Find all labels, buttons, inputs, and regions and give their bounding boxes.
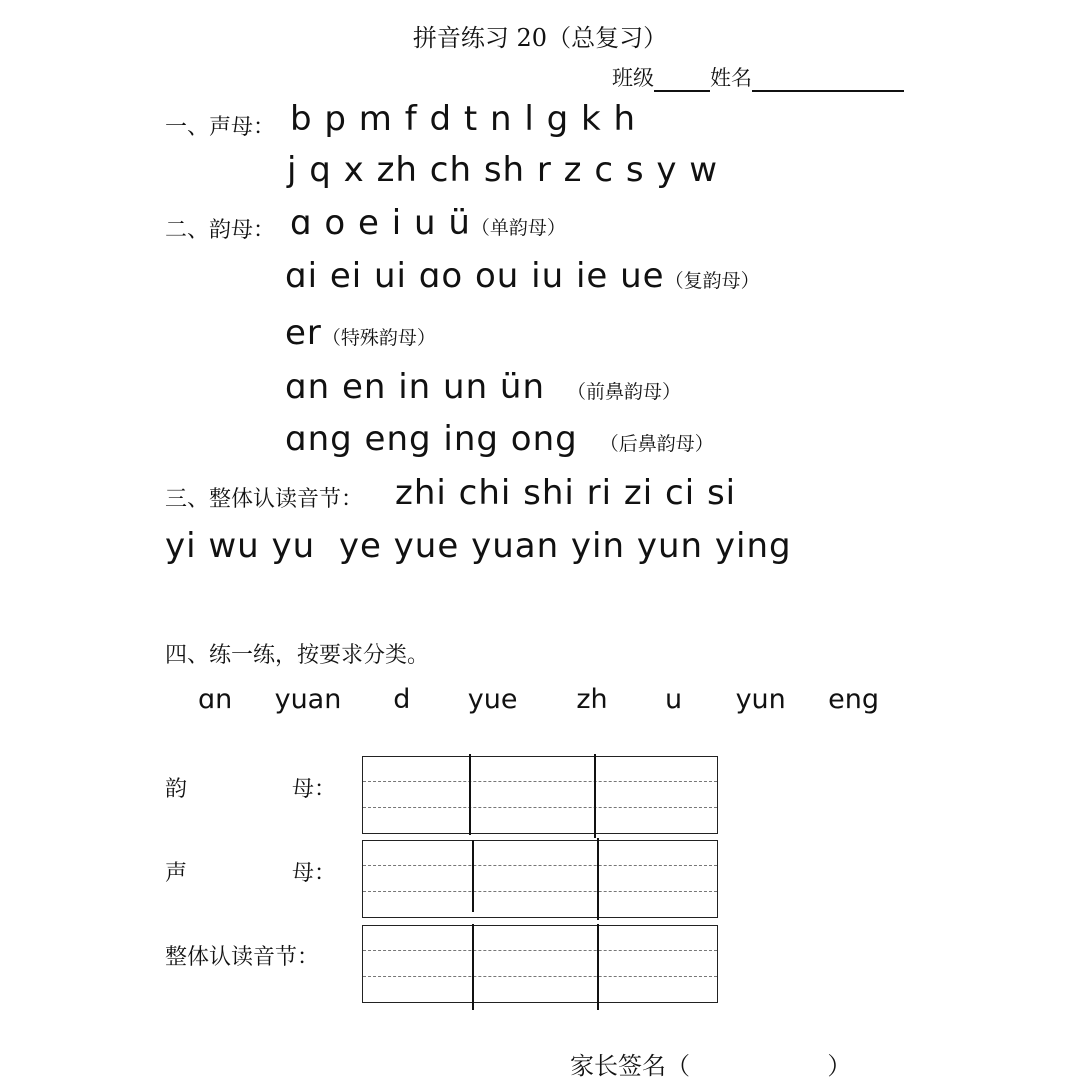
page-title: 拼音练习 20（总复习） [412, 24, 668, 52]
practice-word: zh [576, 684, 608, 715]
simple-finals: ɑ o e i u ü [290, 203, 471, 243]
practice-word: ɑn [198, 684, 233, 715]
compound-finals-note: （复韵母） [664, 270, 760, 292]
initials-row-label-b: 母： [292, 861, 337, 886]
class-blank[interactable] [654, 66, 710, 92]
simple-finals-line [290, 203, 566, 243]
grid-guide-line [363, 976, 717, 977]
grid-divider [594, 754, 596, 838]
grid-guide-line [363, 781, 717, 782]
finals-heading: 二、韵母： [165, 218, 276, 243]
compound-finals-line [285, 256, 760, 296]
initials-row-label-a: 声 [165, 861, 188, 886]
initials-writing-grid[interactable] [362, 840, 718, 918]
practice-heading: 四、练一练，按要求分类。 [165, 643, 430, 668]
grid-divider [597, 924, 599, 1010]
grid-guide-line [363, 891, 717, 892]
initials-line-2: j q x zh ch sh r z c s y w [287, 150, 719, 190]
class-name-row [612, 62, 904, 92]
name-blank[interactable] [752, 66, 904, 92]
initials-line-1: b p m f d t n l g k h [290, 99, 637, 139]
practice-word: yue [467, 684, 518, 715]
special-final: er [285, 313, 322, 353]
compound-finals: ɑi ei ui ɑo ou iu ie ue [285, 256, 665, 296]
practice-word-list [198, 684, 879, 715]
finals-row-label-a: 韵 [165, 777, 188, 802]
front-nasal-line [285, 367, 681, 407]
whole-syllables-heading: 三、整体认读音节： [165, 487, 364, 512]
whole-syllables-line-2: yi wu yu ye yue yuan yin yun ying [165, 526, 792, 566]
practice-word: eng [828, 684, 880, 715]
finals-row-label-b: 母： [292, 777, 337, 802]
grid-divider [472, 924, 474, 1010]
initials-heading: 一、声母： [165, 115, 276, 140]
whole-syllables-writing-grid[interactable] [362, 925, 718, 1003]
special-final-note: （特殊韵母） [321, 327, 436, 349]
grid-divider [469, 754, 471, 835]
grid-divider [597, 838, 599, 920]
front-nasal-note: （前鼻韵母） [567, 381, 682, 403]
whole-syllables-line-1: zhi chi shi ri zi ci si [395, 473, 737, 513]
parent-signature: 家长签名（ ） [570, 1052, 852, 1080]
finals-writing-grid[interactable] [362, 756, 718, 834]
class-label: 班级 [612, 66, 654, 90]
grid-guide-line [363, 807, 717, 808]
practice-word: d [393, 684, 411, 715]
grid-guide-line [363, 950, 717, 951]
practice-word: yun [735, 684, 786, 715]
name-label: 姓名 [710, 66, 752, 90]
grid-divider [472, 840, 474, 912]
practice-word: yuan [274, 684, 342, 715]
grid-guide-line [363, 865, 717, 866]
special-final-line [285, 313, 436, 353]
back-nasal-finals: ɑng eng ing ong [285, 419, 578, 459]
back-nasal-line [285, 419, 714, 459]
simple-finals-note: （单韵母） [470, 217, 566, 239]
front-nasal-finals: ɑn en in un ün [285, 367, 546, 407]
whole-row-label: 整体认读音节： [165, 945, 320, 970]
practice-word: u [664, 684, 683, 715]
back-nasal-note: （后鼻韵母） [599, 433, 714, 455]
